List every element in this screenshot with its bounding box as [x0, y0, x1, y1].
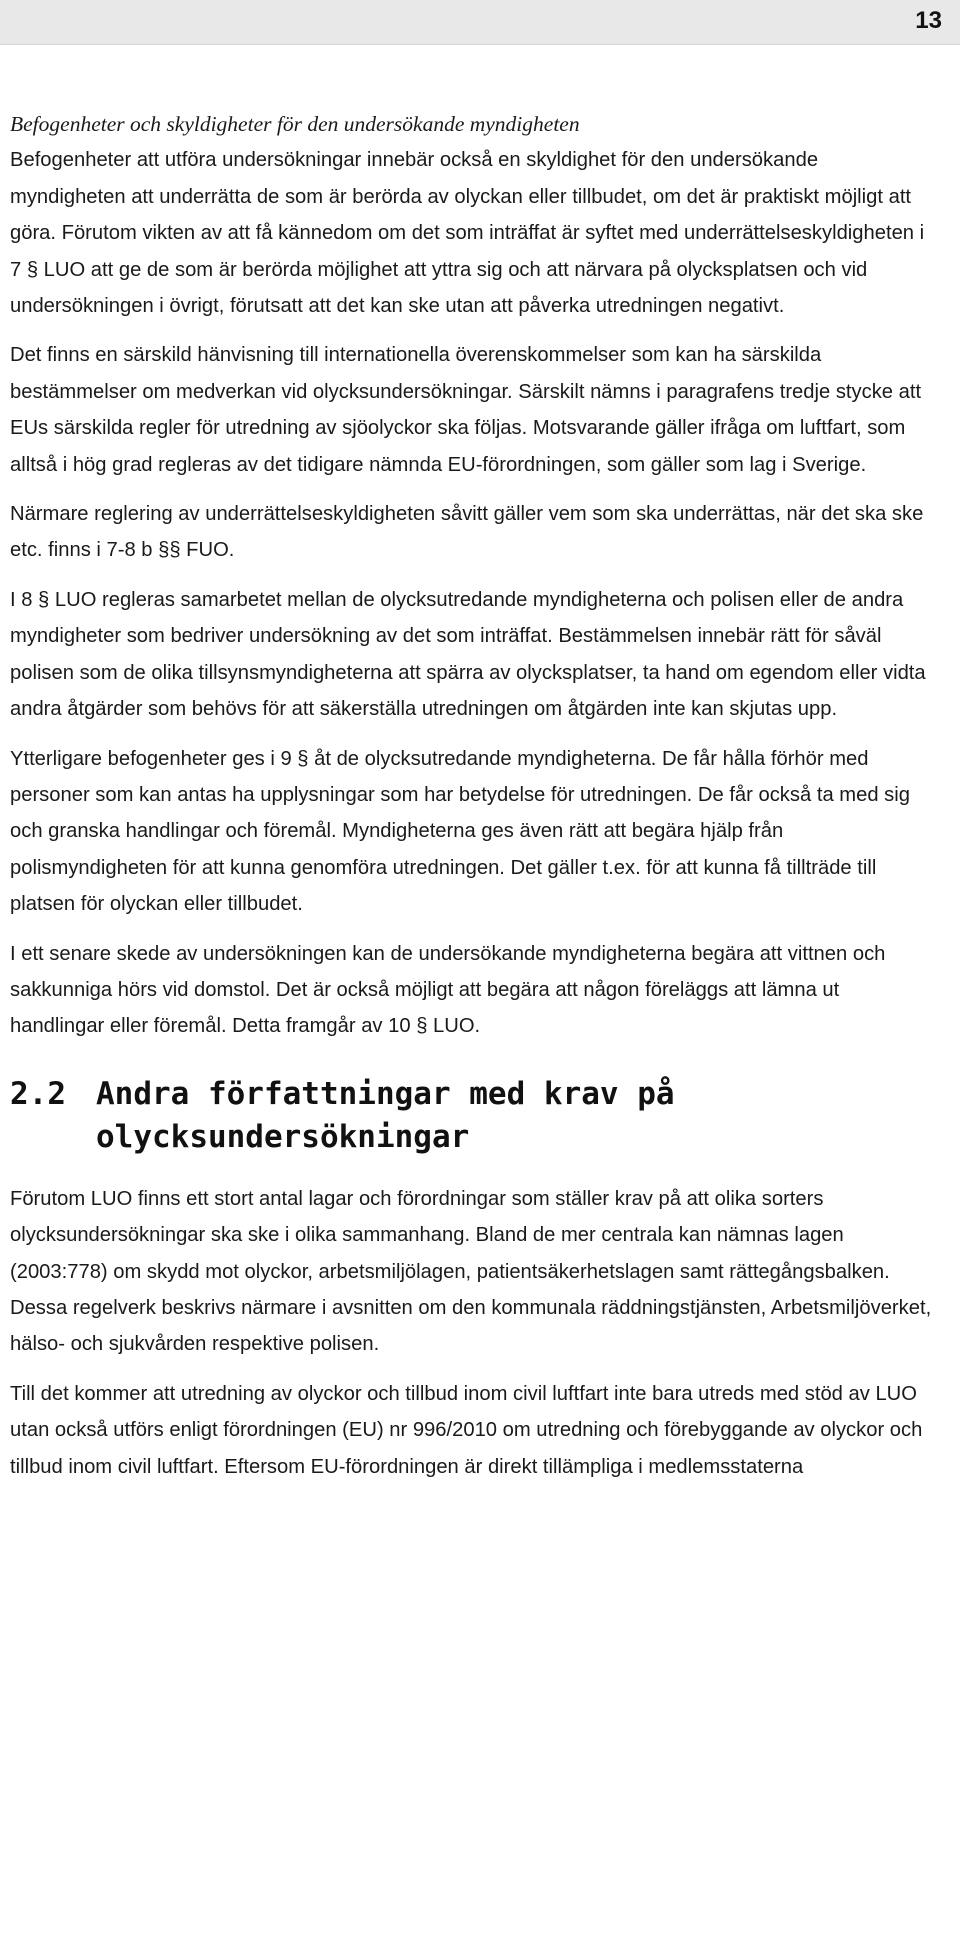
paragraph: Närmare reglering av underrättelseskyldigheten såvitt gäller vem som ska underrättas, när det ska ske etc. finns i 7-8 b §§ FUO. [10, 503, 924, 562]
paragraph: I 8 § LUO regleras samarbetet mellan de olycksutredande myndigheterna och polisen eller de andra myndigheter som bedriver undersökning av det som inträffat. Bestämmelsen innebär rätt för såväl polisen som de olika tillsynsmyndigheterna att spärra av olycksplatser, ta hand om egendom eller vidta andra åtgärder som behövs för att säkerställa utredningen om åtgärden inte kan skjutas upp. [10, 588, 926, 721]
paragraph: Det finns en särskild hänvisning till internationella överenskommelser som kan ha särskilda bestämmelser om medverkan vid olycksundersökningar. Särskilt nämns i paragrafens tredje stycke att EUs särskilda regler för utredning av sjöolyckor ska följas. Motsvarande gäller ifråga om luftfart, som alltså i hög grad regleras av det tidigare nämnda EU-förordningen, som gäller som lag i Sverige. [10, 344, 922, 476]
paragraph-subheading: Befogenheter och skyldigheter för den undersökande myndigheten [10, 112, 580, 136]
page-number: 13 [915, 7, 942, 34]
document-body [10, 106, 934, 1485]
paragraph: Till det kommer att utredning av olyckor och tillbud inom civil luftfart inte bara utreds med stöd av LUO utan också utförs enligt förordningen (EU) nr 996/2010 om utredning och förebyggande av olyckor och tillbud inom civil luftfart. Eftersom EU-förordningen är direkt tillämpliga i medlemsstaterna [10, 1382, 923, 1478]
section-number: 2.2 [10, 1075, 66, 1112]
paragraph-text: Befogenheter att utföra undersökningar innebär också en skyldighet för den undersökande myndigheten att underrätta de som är berörda av olyckan eller tillbudet, om det är praktiskt möjligt att göra. Förutom vikten av att få kännedom om det som inträffat är syftet med underrättelseskyldigheten i 7 § LUO att ge de som är berörda möjlighet att yttra sig och att närvara på olycksplatsen och vid undersökningen i övrigt, förutsatt att det kan ske utan att påverka utredningen negativt. [10, 149, 925, 318]
section-heading [10, 1073, 934, 1159]
paragraph: Förutom LUO finns ett stort antal lagar och förordningar som ställer krav på att olika sorters olycksundersökningar ska ske i olika sammanhang. Bland de mer centrala kan nämnas lagen (2003:778) om skydd mot olyckor, arbetsmiljölagen, patientsäkerhetslagen samt rättegångsbalken. Dessa regelverk beskrivs närmare i avsnitten om den kommunala räddningstjänsten, Arbetsmiljöverket, hälso- och sjukvården respektive polisen. [10, 1187, 932, 1356]
page-header [0, 0, 960, 45]
paragraph [10, 106, 934, 324]
paragraph: I ett senare skede av undersökningen kan de undersökande myndigheterna begära att vittnen och sakkunniga hörs vid domstol. Det är också möjligt att begära att någon föreläggs att lämna ut handlingar eller föremål. Detta framgår av 10 § LUO. [10, 942, 886, 1038]
section-title: Andra författningar med krav på olycksundersökningar [96, 1075, 675, 1155]
paragraph: Ytterligare befogenheter ges i 9 § åt de olycksutredande myndigheterna. De får hålla förhör med personer som kan antas ha upplysningar som har betydelse för utredningen. De får också ta med sig och granska handlingar och föremål. Myndigheterna ges även rätt att begära hjälp från polismyndigheten för att kunna genomföra utredningen. Det gäller t.ex. för att kunna få tillträde till platsen för olyckan eller tillbudet. [10, 747, 910, 916]
